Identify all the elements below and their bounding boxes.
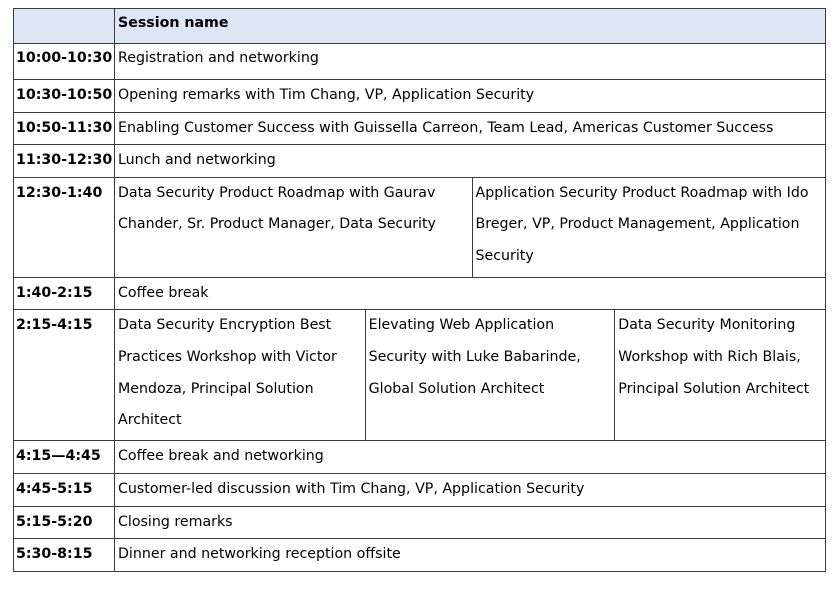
table-row	[14, 145, 826, 178]
time-text: 4:15—4:45	[16, 441, 101, 473]
table-row	[14, 506, 826, 539]
session-cell: Dinner and networking reception offsite	[115, 539, 826, 572]
table-row	[14, 473, 826, 506]
table-row	[14, 177, 826, 277]
table-row	[14, 310, 826, 441]
table-row	[14, 277, 826, 310]
time-cell	[14, 441, 115, 474]
time-cell: 11:30-12:30	[14, 145, 115, 178]
table-row	[14, 441, 826, 474]
track-cell: Elevating Web Application Security with Luke Babarinde, Global Solution Architect	[365, 310, 615, 440]
time-cell: 12:30-1:40	[14, 177, 115, 277]
header-session-cell: Session name	[115, 9, 826, 44]
time-cell: 5:15-5:20	[14, 506, 115, 539]
session-cell: Lunch and networking	[115, 145, 826, 178]
table-row	[14, 80, 826, 113]
time-cell: 10:50-11:30	[14, 112, 115, 145]
session-cell: Opening remarks with Tim Chang, VP, Application Security	[115, 80, 826, 113]
header-time-cell	[14, 9, 115, 44]
track-cell: Data Security Monitoring Workshop with Rich Blais, Principal Solution Architect	[614, 310, 825, 440]
track-cell: Data Security Product Roadmap with Gaurav Chander, Sr. Product Manager, Data Security	[118, 184, 436, 233]
session-cell: Coffee break	[115, 277, 826, 310]
table-row	[14, 539, 826, 572]
track-cell: Data Security Encryption Best Practices Workshop with Victor Mendoza, Principal Solution Architect	[118, 317, 337, 429]
time-cell: 5:30-8:15	[14, 539, 115, 572]
session-cell: Coffee break and networking	[115, 441, 826, 474]
time-cell: 4:45-5:15	[14, 473, 115, 506]
table-row	[14, 112, 826, 145]
session-cell: Enabling Customer Success with Guissella Carreon, Team Lead, Americas Customer Success	[115, 112, 826, 145]
session-cell: Registration and networking	[115, 44, 826, 80]
table-row	[14, 44, 826, 80]
time-cell: 10:00-10:30	[14, 44, 115, 80]
parallel-tracks-cell	[115, 310, 826, 441]
track-cell: Application Security Product Roadmap with Ido Breger, VP, Product Management, Application Security	[472, 178, 826, 277]
agenda-table	[13, 8, 826, 572]
time-cell: 2:15-4:15	[14, 310, 115, 441]
time-cell: 10:30-10:50	[14, 80, 115, 113]
parallel-tracks-cell	[115, 177, 826, 277]
table-header-row	[14, 9, 826, 44]
session-cell: Customer-led discussion with Tim Chang, VP, Application Security	[115, 473, 826, 506]
time-cell: 1:40-2:15	[14, 277, 115, 310]
session-cell: Closing remarks	[115, 506, 826, 539]
